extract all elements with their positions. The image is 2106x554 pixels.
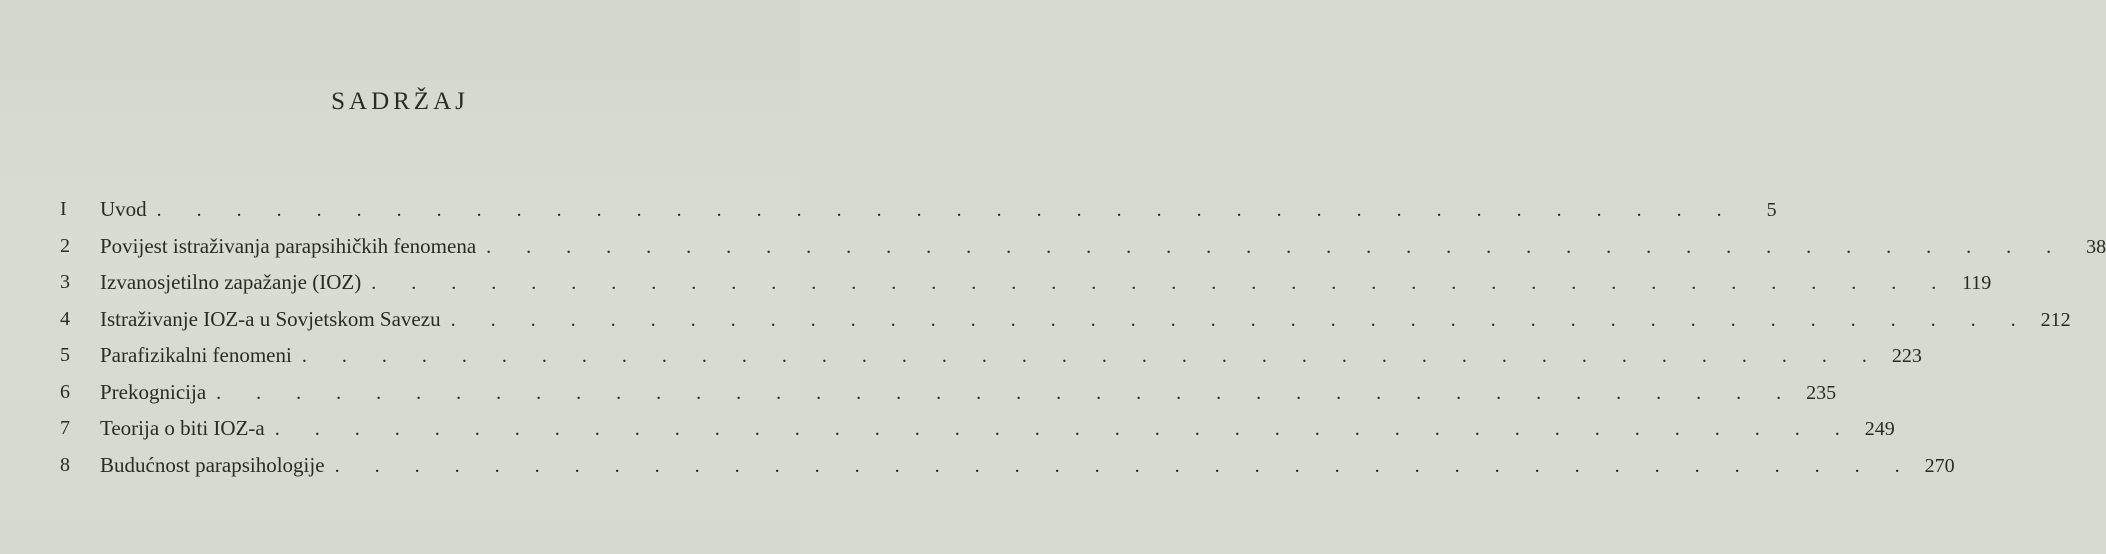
- contents-heading: SADRŽAJ: [331, 88, 469, 115]
- toc-entry: [60, 301, 2071, 338]
- toc-entry: [60, 410, 1895, 447]
- dot-leader: . . . . . . . . . . . . . . . . . . . . . . . . . . . . . . . . . . . . . . . .: [301, 345, 1882, 367]
- toc-entry: [60, 374, 1837, 411]
- page-number: 212: [2040, 308, 2071, 331]
- dot-leader: . . . . . . . . . . . . . . . . . . . . . . . . . . . . . . . . . . . . . . . .: [450, 308, 2031, 331]
- chapter-number: 5: [60, 344, 70, 366]
- chapter-number: 2: [60, 234, 70, 257]
- toc-entry: [60, 337, 1922, 374]
- chapter-title: Prekognicija: [100, 379, 207, 404]
- dot-leader: . . . . . . . . . . . . . . . . . . . . . . . . . . . . . . . . . . . . . . . .: [334, 454, 1915, 477]
- page-number: 270: [1924, 454, 1955, 477]
- chapter-title: Parafizikalni fenomeni: [100, 343, 292, 367]
- page-number: 38: [2086, 235, 2106, 258]
- chapter-number: 6: [60, 380, 70, 403]
- dot-leader: . . . . . . . . . . . . . . . . . . . . . . . . . . . . . . . . . . . . . . . .: [156, 199, 1737, 221]
- dot-leader: . . . . . . . . . . . . . . . . . . . . . . . . . . . . . . . . . . . . . . . .: [371, 272, 1952, 294]
- chapter-number: 4: [60, 307, 70, 330]
- toc-entry: [60, 228, 2106, 265]
- chapter-number: 7: [60, 417, 70, 439]
- chapter-title: Budućnost parapsihologije: [100, 452, 325, 477]
- chapter-title: Teorija o biti IOZ-a: [100, 416, 265, 440]
- toc-entry: [60, 447, 1955, 484]
- dot-leader: . . . . . . . . . . . . . . . . . . . . . . . . . . . . . . . . . . . . . . . .: [486, 235, 2067, 258]
- chapter-title: Izvanosjetilno zapažanje (IOZ): [100, 270, 362, 294]
- page-number: 119: [1961, 272, 1992, 294]
- chapter-number: 8: [60, 453, 70, 476]
- chapter-title: Istraživanje IOZ-a u Sovjetskom Savezu: [100, 306, 441, 331]
- table-of-contents: [60, 191, 2106, 483]
- chapter-title: Uvod: [100, 197, 147, 221]
- page-number: 235: [1806, 381, 1837, 404]
- toc-entry: [60, 191, 1777, 228]
- page-number: 249: [1864, 418, 1895, 440]
- dot-leader: . . . . . . . . . . . . . . . . . . . . . . . . . . . . . . . . . . . . . . . .: [274, 418, 1855, 440]
- toc-entry: [60, 264, 1992, 301]
- chapter-number: 3: [60, 271, 70, 293]
- page-number: 223: [1891, 345, 1922, 367]
- chapter-number: I: [60, 198, 67, 220]
- chapter-title: Povijest istraživanja parapsihičkih fenomena: [100, 233, 477, 258]
- dot-leader: . . . . . . . . . . . . . . . . . . . . . . . . . . . . . . . . . . . . . . . .: [216, 381, 1797, 404]
- page-number: 5: [1766, 199, 1777, 221]
